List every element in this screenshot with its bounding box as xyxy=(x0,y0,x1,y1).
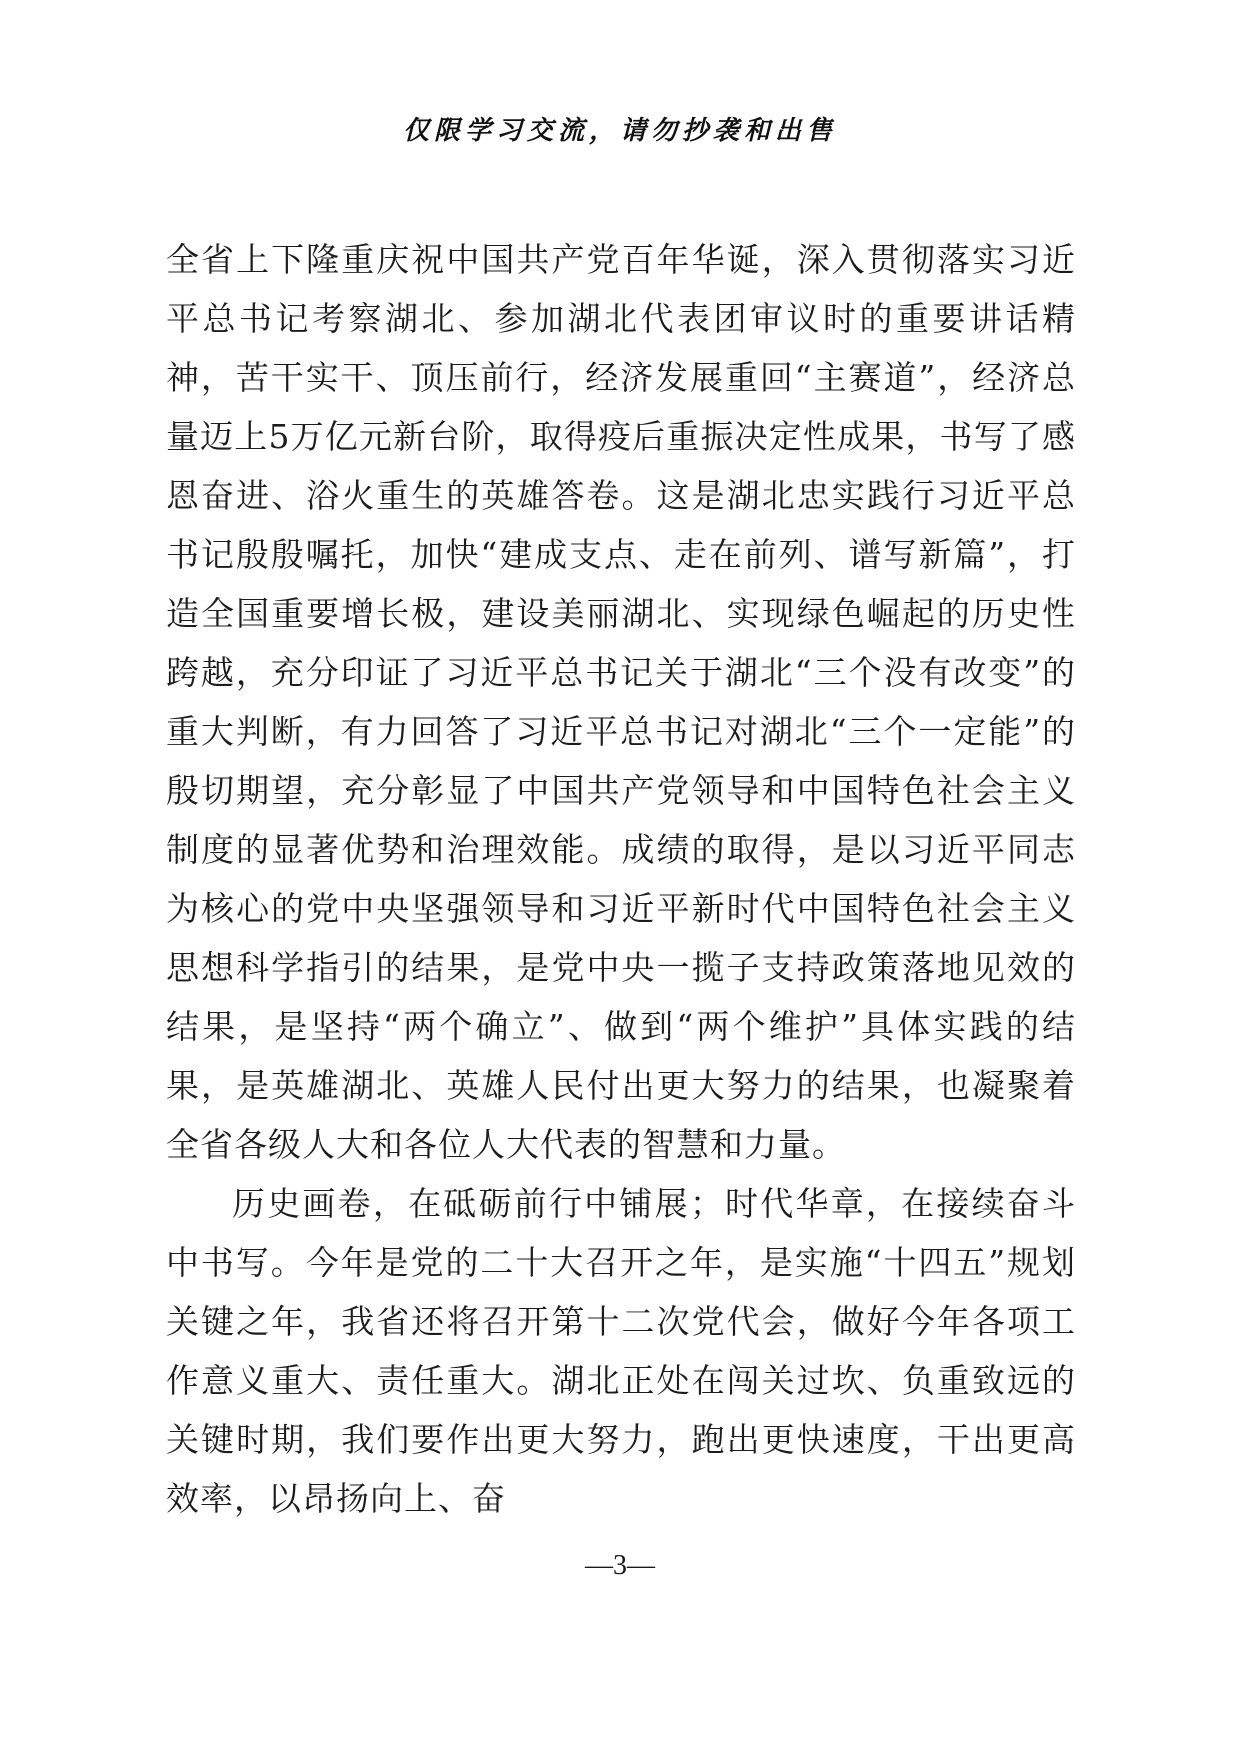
paragraph-continuation: 全省上下隆重庆祝中国共产党百年华诞，深入贯彻落实习近平总书记考察湖北、参加湖北代表团审议时的重要讲话精神，苦干实干、顶压前行，经济发展重回“主赛道”，经济总量迈上5万亿元新台阶，取得疫后重振决定性成果，书写了感恩奋进、浴火重生的英雄答卷。这是湖北忠实践行习近平总书记殷殷嘱托，加快“建成支点、走在前列、谱写新篇”，打造全国重要增长极，建设美丽湖北、实现绿色崛起的历史性跨越，充分印证了习近平总书记关于湖北“三个没有改变”的重大判断，有力回答了习近平总书记对湖北“三个一定能”的殷切期望，充分彰显了中国共产党领导和中国特色社会主义制度的显著优势和治理效能。成绩的取得，是以习近平同志为核心的党中央坚强领导和习近平新时代中国特色社会主义思想科学指引的结果，是党中央一揽子支持政策落地见效的结果，是坚持“两个确立”、做到“两个维护”具体实践的结果，是英雄湖北、英雄人民付出更大努力的结果，也凝聚着全省各级人大和各位人大代表的智慧和力量。 xyxy=(166,240,1076,1164)
page-header-notice: 仅限学习交流，请勿抄袭和出售 xyxy=(402,116,837,146)
paragraph: 历史画卷，在砥砺前行中铺展；时代华章，在接续奋斗中书写。今年是党的二十大召开之年，是实施“十四五”规划关键之年，我省还将召开第十二次党代会，做好今年各项工作意义重大、责任重大。湖北正处在闯关过坎、负重致远的关键时期，我们要作出更大努力，跑出更快速度，干出更高效率，以昂扬向上、奋 xyxy=(166,1184,1076,1518)
page-number: —3— xyxy=(585,1550,655,1581)
document-body xyxy=(166,230,1076,1528)
